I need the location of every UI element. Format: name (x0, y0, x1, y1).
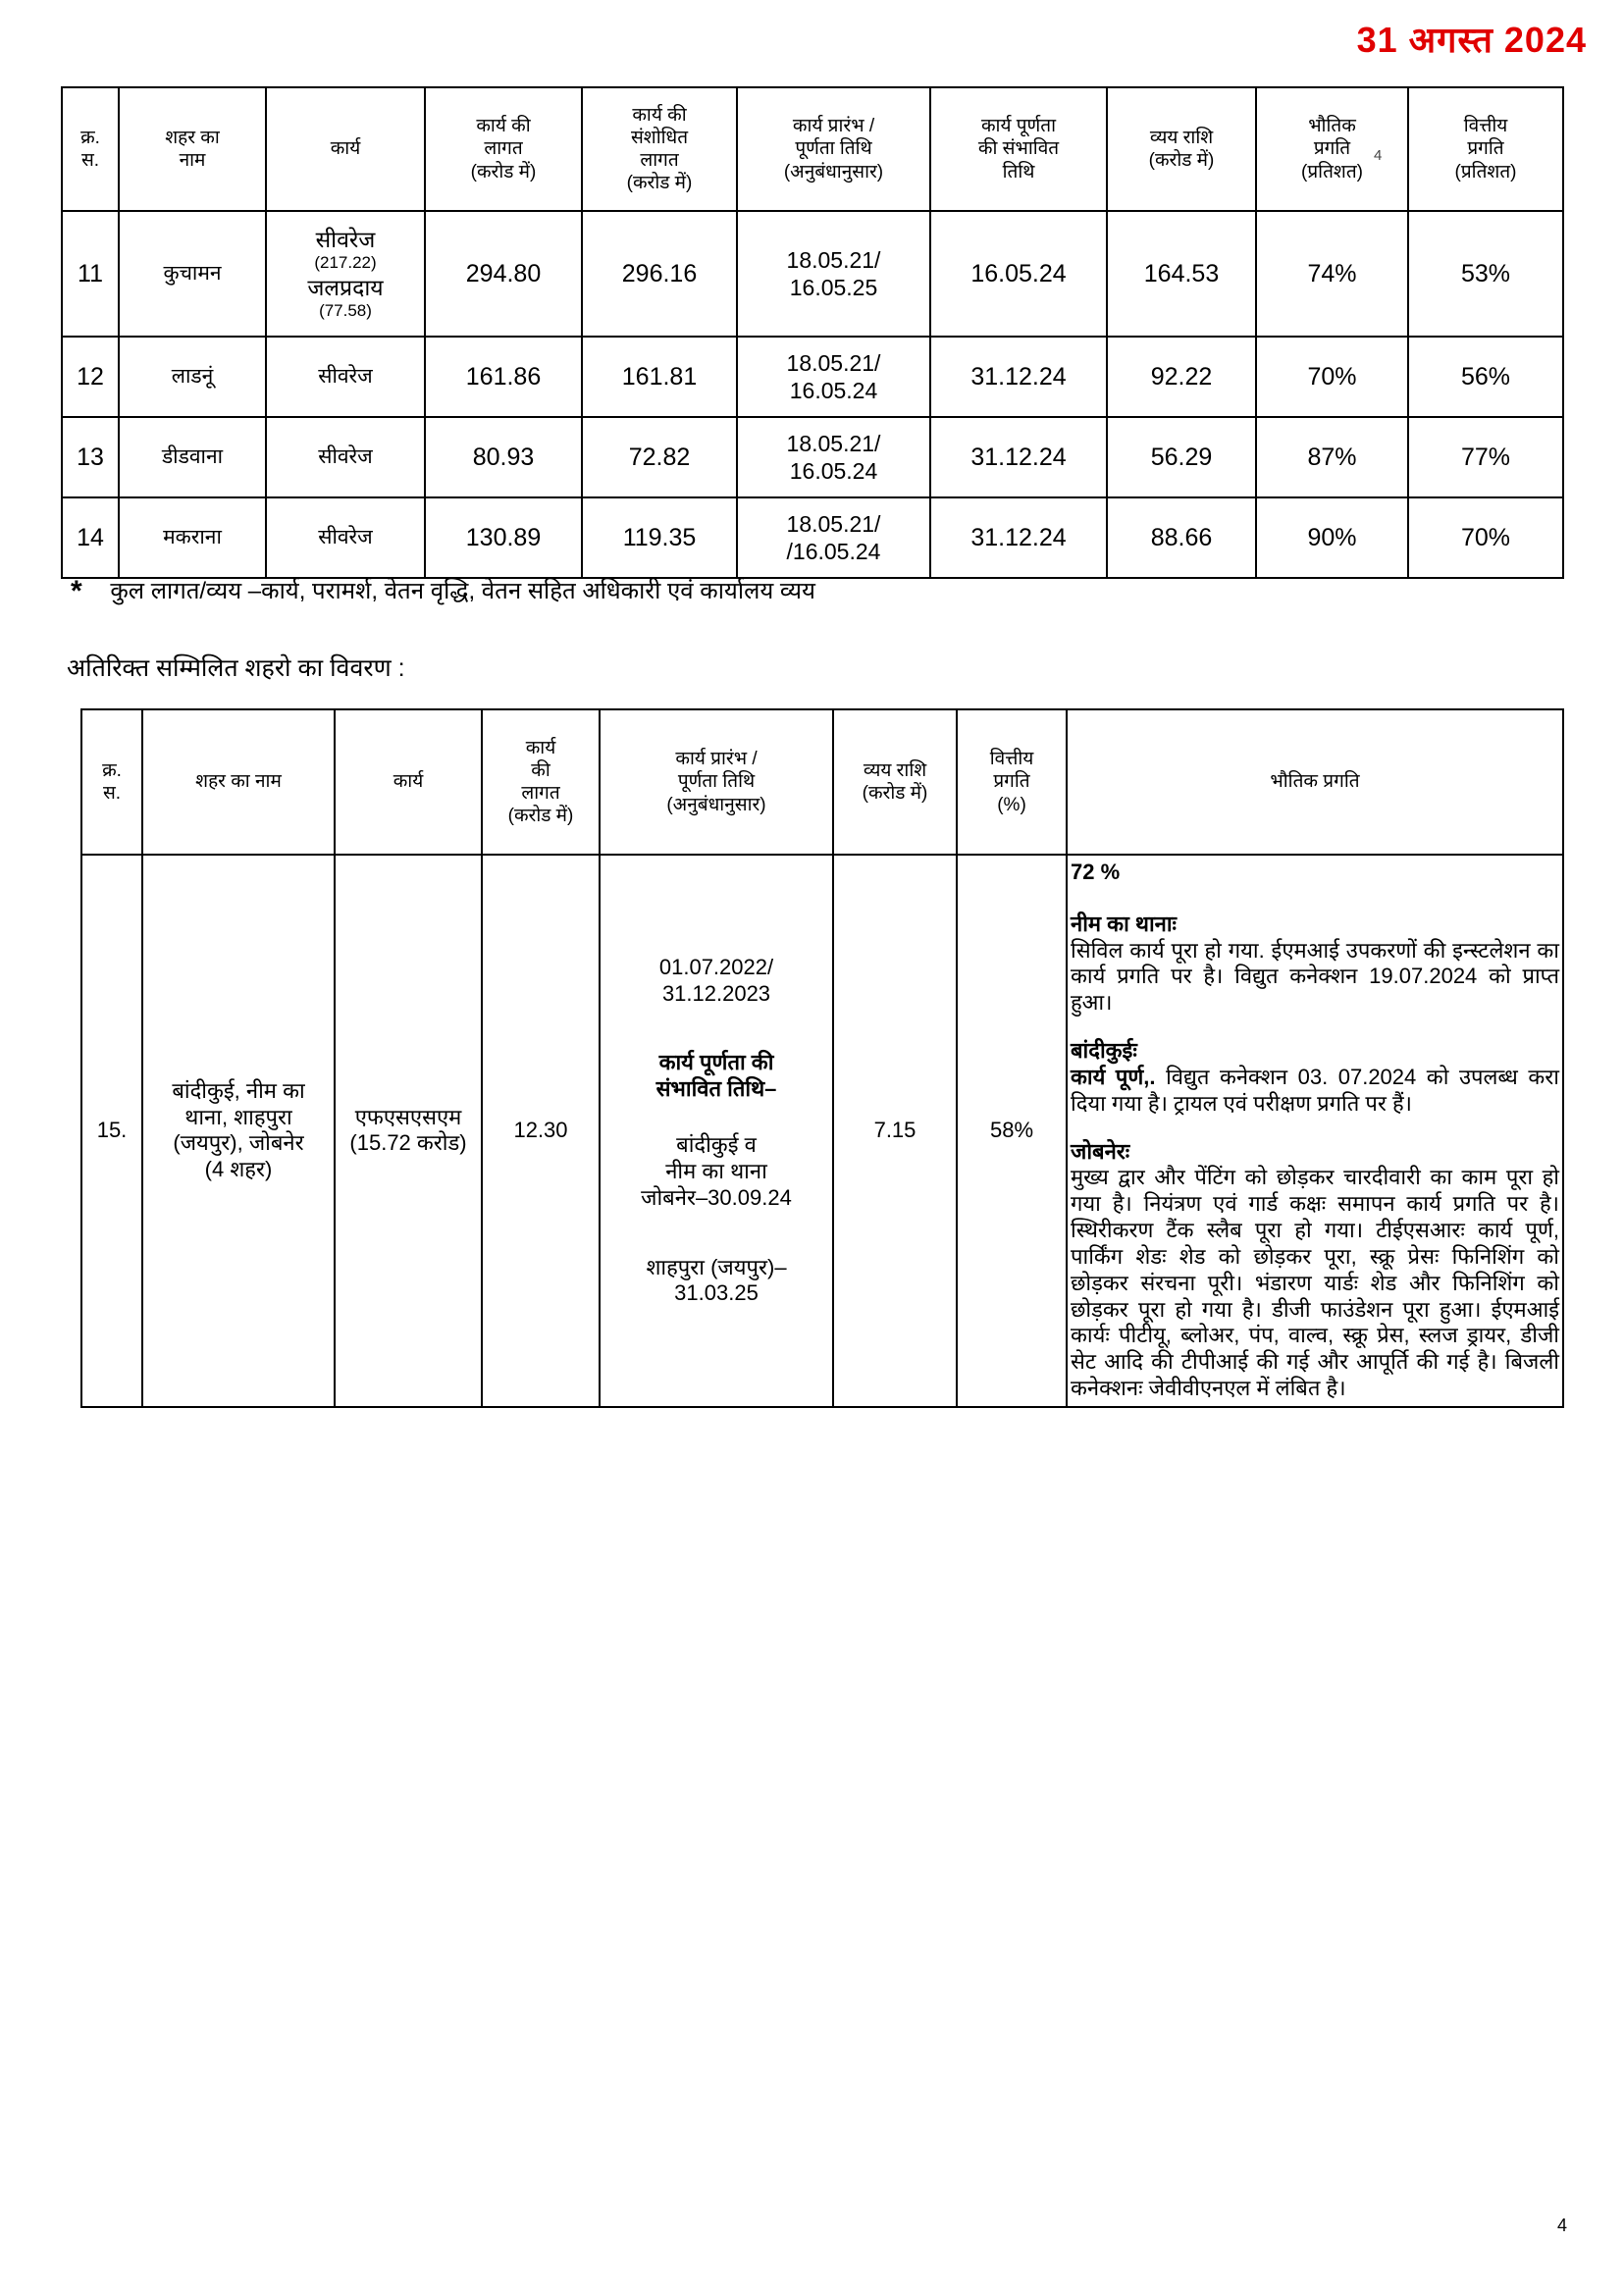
col-header-start-end-date: कार्य प्रारंभ / पूर्णता तिथि (अनुबंधानुसार) (737, 87, 930, 211)
cell-expected-completion: 31.12.24 (930, 497, 1107, 578)
col-header-expenditure: व्यय राशि (करोड में) (1107, 87, 1256, 211)
progress-section-heading: बांदीकुईः (1071, 1038, 1137, 1064)
footnote (71, 574, 815, 608)
table-header-row (81, 709, 1563, 855)
cell-serial: 13 (62, 417, 119, 497)
table-row (62, 497, 1563, 578)
section-heading: अतिरिक्त सम्मिलित शहरो का विवरण : (67, 654, 405, 682)
cell-revised-cost: 119.35 (582, 497, 737, 578)
col-header-work: कार्य (266, 87, 425, 211)
spacer (603, 1103, 829, 1132)
cell-serial: 11 (62, 211, 119, 337)
cell-expenditure: 92.22 (1107, 337, 1256, 417)
table-row (81, 855, 1563, 1407)
col-header-physical-progress: भौतिक प्रगति (प्रतिशत) (1256, 87, 1408, 211)
col-header-serial: क्र. स. (81, 709, 142, 855)
cell-work: सीवरेज (217.22) जलप्रदाय (77.58) (266, 211, 425, 337)
progress-section-heading: नीम का थानाः (1071, 911, 1177, 936)
cell-cost: 294.80 (425, 211, 582, 337)
cell-expenditure: 88.66 (1107, 497, 1256, 578)
cell-physical-progress (1067, 855, 1563, 1407)
col-header-city: शहर का नाम (142, 709, 335, 855)
cell-start-end-date: 01.07.2022/ 31.12.2023 कार्य पूर्णता की संभावित तिथि– बांदीकुई व नीम का थाना जोबनेर–30.09.24 शाहपुरा (जयपुर)– 31.03.25 (600, 855, 833, 1407)
superscript-marker: 4 (1374, 147, 1383, 164)
projects-table (61, 86, 1564, 579)
cell-work: सीवरेज (266, 337, 425, 417)
cell-city: डीडवाना (119, 417, 266, 497)
cell-physical-progress: 74% (1256, 211, 1408, 337)
cell-cost: 80.93 (425, 417, 582, 497)
cell-serial: 14 (62, 497, 119, 578)
cell-expected-completion: 31.12.24 (930, 417, 1107, 497)
progress-section-jobner (1071, 1139, 1559, 1402)
cell-start-end-date: 18.05.21/ 16.05.24 (737, 337, 930, 417)
cell-cost: 130.89 (425, 497, 582, 578)
cell-serial: 15. (81, 855, 142, 1407)
col-header-revised-cost: कार्य की संशोधित लागत (करोड में) (582, 87, 737, 211)
col-header-start-end-date: कार्य प्रारंभ / पूर्णता तिथि (अनुबंधानुसार) (600, 709, 833, 855)
progress-section-body (1071, 1065, 1559, 1118)
cell-expected-completion: 16.05.24 (930, 211, 1107, 337)
cell-city: मकराना (119, 497, 266, 578)
asterisk-icon: * (71, 575, 82, 607)
physical-progress-percent: 72 % (1071, 860, 1121, 884)
cell-work: सीवरेज (266, 497, 425, 578)
progress-section-neem-ka-thana (1071, 912, 1559, 1017)
col-header-cost: कार्य की लागत (करोड में) (482, 709, 600, 855)
col-header-serial: क्र. स. (62, 87, 119, 211)
col-header-city: शहर का नाम (119, 87, 266, 211)
cell-expected-completion: 31.12.24 (930, 337, 1107, 417)
additional-cities-table (80, 708, 1564, 1408)
page-number: 4 (1556, 2216, 1567, 2235)
col-header-financial-progress: वित्तीय प्रगति (प्रतिशत) (1408, 87, 1563, 211)
cell-expenditure: 164.53 (1107, 211, 1256, 337)
cell-revised-cost: 72.82 (582, 417, 737, 497)
progress-section-bandikui (1071, 1038, 1559, 1117)
col-header-cost: कार्य की लागत (करोड में) (425, 87, 582, 211)
col-header-work: कार्य (335, 709, 482, 855)
cell-financial-progress: 53% (1408, 211, 1563, 337)
cell-revised-cost: 161.81 (582, 337, 737, 417)
cell-financial-progress: 70% (1408, 497, 1563, 578)
progress-lead-text: कार्य पूर्ण,. (1071, 1064, 1156, 1089)
progress-section-body: मुख्य द्वार और पेंटिंग को छोड़कर चारदीवारी का काम पूरा हो गया है। नियंत्रण एवं गार्ड कक्षः समापन कार्य प्रगति पर है। स्थिरीकरण टैंक स्लैब पूरा हो गया। टीईएसआरः कार्य पूर्ण, पार्किंग शेडः शेड को छोड़कर पूरा, स्क्रू प्रेसः फिनिशिंग को छोड़कर संरचना पूरी। भंडारण यार्डः शेड और फिनिशिंग को छोड़कर पूरा हो गया है। डीजी फाउंडेशन पूरा हुआ। ईएमआई कार्यः पीटीयू, ब्लोअर, पंप, वाल्व, स्क्रू प्रेस, स्लज ड्रायर, डीजी सेट आदि की टीपीआई की गई और आपूर्ति की गई है। बिजली कनेक्शनः जेवीवीएनएल में लंबित है। (1071, 1165, 1559, 1401)
cell-city: लाडनूं (119, 337, 266, 417)
col-header-financial-progress: वित्तीय प्रगति (%) (957, 709, 1067, 855)
cell-work: एफएसएसएम (15.72 करोड) (335, 855, 482, 1407)
footnote-text: कुल लागत/व्यय –कार्य, परामर्श, वेतन वृद्धि, वेतन सहित अधिकारी एवं कार्यालय व्यय (110, 578, 815, 604)
col-header-expenditure: व्यय राशि (करोड में) (833, 709, 957, 855)
spacer (603, 1212, 829, 1255)
projects-table-container (61, 86, 1562, 579)
cell-start-end-date: 18.05.21/ 16.05.24 (737, 417, 930, 497)
cell-revised-cost: 296.16 (582, 211, 737, 337)
progress-body-text: विद्युत कनेक्शन 03. 07.2024 को उपलब्ध करा दिया गया है। ट्रायल एवं परीक्षण प्रगति पर हैं। (1071, 1064, 1559, 1116)
spacer (603, 1007, 829, 1050)
cell-expenditure: 7.15 (833, 855, 957, 1407)
cell-start-end-date: 18.05.21/ /16.05.24 (737, 497, 930, 578)
cell-expenditure: 56.29 (1107, 417, 1256, 497)
cell-cost: 12.30 (482, 855, 600, 1407)
cell-city: कुचामन (119, 211, 266, 337)
cell-financial-progress: 58% (957, 855, 1067, 1407)
cell-start-end-date: 18.05.21/ 16.05.25 (737, 211, 930, 337)
cell-physical-progress: 87% (1256, 417, 1408, 497)
cell-work: सीवरेज (266, 417, 425, 497)
table-row (62, 337, 1563, 417)
cell-cost: 161.86 (425, 337, 582, 417)
table-row (62, 417, 1563, 497)
cell-serial: 12 (62, 337, 119, 417)
cell-physical-progress: 90% (1256, 497, 1408, 578)
cell-financial-progress: 56% (1408, 337, 1563, 417)
cell-financial-progress: 77% (1408, 417, 1563, 497)
table-header-row (62, 87, 1563, 211)
cell-city: बांदीकुई, नीम का थाना, शाहपुरा (जयपुर), जोबनेर (4 शहर) (142, 855, 335, 1407)
col-header-physical-progress: भौतिक प्रगति (1067, 709, 1563, 855)
additional-cities-table-container (80, 708, 1562, 1408)
table-row (62, 211, 1563, 337)
progress-section-body: सिविल कार्य पूरा हो गया. ईएमआई उपकरणों की इन्स्टलेशन का कार्य प्रगति पर है। विद्युत कनेक्शन 19.07.2024 को प्राप्त हुआ। (1071, 937, 1559, 1016)
report-date: 31 अगस्त 2024 (1356, 20, 1587, 60)
cell-physical-progress: 70% (1256, 337, 1408, 417)
header-date-block (1357, 22, 1587, 59)
progress-section-heading: जोबनेरः (1071, 1138, 1130, 1164)
col-header-expected-completion: कार्य पूर्णता की संभावित तिथि (930, 87, 1107, 211)
